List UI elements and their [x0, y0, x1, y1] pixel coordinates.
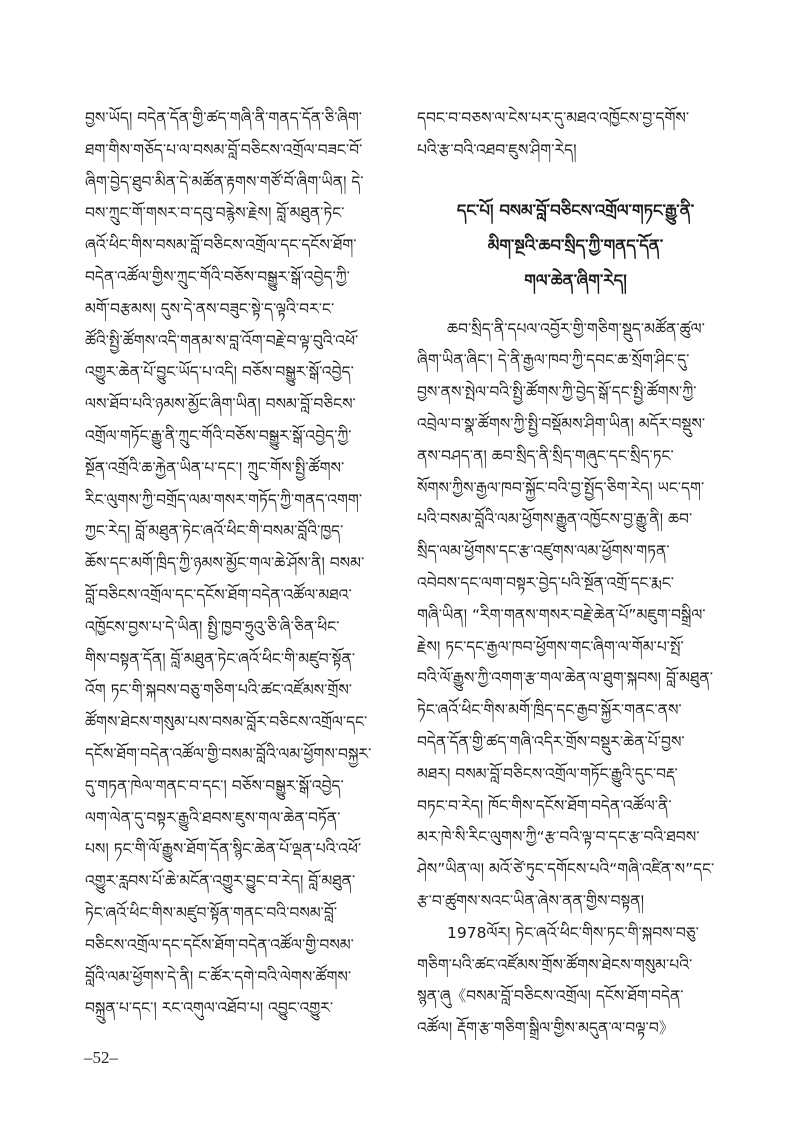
text-line: སྙན་ཞུ《བསམ་བློ་བཅིངས་འགྲོལ། དངོས་ཐོག་བདེན་ — [417, 987, 684, 1006]
text-line: ཞའོ་ཕིང་གིས་བསམ་བློ་བཅིངས་འགྲོལ་དང་དངོས་ཐོག་ — [85, 236, 357, 255]
right-text-column — [417, 103, 734, 1043]
text-line: བས་ཀྲུང་གོ་གསར་བ་དབུ་བརྙེས་རྗེས། བློ་མཐུན་ཏེང་ — [85, 204, 345, 223]
text-line: 1978ལོར། ཏེང་ཞའོ་ཕིང་གིས་ཏང་གི་སྐབས་བཅུ་ — [447, 923, 699, 942]
text-line: བྱས་ཡོད། བདེན་དོན་གྱི་ཚད་གཞི་ནི་གནད་དོན་ཅི་ཞིག་ — [85, 109, 363, 127]
text-line: བཅིངས་འགྲོལ་དང་དངོས་ཐོག་བདེན་འཚོལ་གྱི་བསམ་ — [85, 935, 354, 954]
text-line: འགྲོལ་གཏོང་རྒྱུ་ནི་ཀྲུང་གོའི་བཅོས་བསྒྱུར་སྒོ་འབྱེད་ཀྱི་ — [85, 426, 352, 445]
text-line: འབེབས་དང་ལག་བསྟར་བྱེད་པའི་སྔོན་འགྲོ་དང་རྨང་ — [417, 573, 675, 592]
text-line: བྱས་ནས་སྤེལ་བའི་སྤྱི་ཚོགས་ཀྱི་བྱེད་སྒོ་དང་སྤྱི་ཚོགས་ཀྱི་ — [417, 383, 697, 402]
text-line: འབྲེལ་བ་སྣ་ཚོགས་ཀྱི་སྤྱི་བསྡོམས་ཤིག་ཡིན། མདོར་བསྡུས་ — [417, 414, 706, 433]
text-line: མཐར། བསམ་བློ་བཅིངས་འགྲོལ་གཏོང་རྒྱུའི་དུང་བརྡ་ — [417, 764, 678, 783]
text-line: སྔོན་འགྲོའི་ཆ་རྐྱེན་ཡིན་པ་དང་། ཀྲུང་གོས་སྤྱི་ཚོགས་ — [85, 458, 345, 477]
text-line: སོགས་ཀྱིས་རྒྱལ་ཁབ་སྐྱོང་བའི་བྱ་སྤྱོད་ཅིག་རེད། ཡང་དག་ — [417, 478, 705, 497]
text-line: ཚོགས་ཐེངས་གསུམ་པས་བསམ་བློར་བཅིངས་འགྲོལ་དང་ — [85, 713, 368, 732]
text-line: པའི་རྩ་བའི་འཐབ་ཇུས་ཤིག་རེད། — [417, 140, 577, 159]
section-heading-line: དང་པོ། བསམ་བློ་བཅིངས་འགྲོལ་གཏང་རྒྱུ་ནི་ — [456, 200, 695, 220]
text-line: རྩ་བ་ཚུགས་སའང་ཡིན་ཞེས་ནན་གྱིས་བསྟན། — [417, 891, 645, 910]
left-text-column — [85, 103, 401, 1043]
text-line: གིས་བསྟན་དོན། བློ་མཐུན་ཏེང་ཞའོ་ཕིང་གི་མཛུབ་སྟོན་ — [85, 649, 356, 668]
text-line: བློ་བཅིངས་འགྲོལ་དང་དངོས་ཐོག་བདེན་འཚོལ་མཐའ་ — [85, 585, 352, 604]
text-line: ཐག་གིས་གཅོད་པ་ལ་བསམ་བློ་བཅིངས་འགྲོལ་བཟང་བོ་ — [85, 140, 363, 159]
text-line: བཏང་བ་རེད། ཁོང་གིས་དངོས་ཐོག་བདེན་འཚོལ་ནི་ — [417, 796, 672, 815]
right-paragraph-end — [417, 103, 734, 167]
text-line: ཞིག་ཡིན་ཞིང་། དེ་ནི་རྒྱལ་ཁབ་ཀྱི་དབང་ཆ་སྲོག་ཤིང་དུ་ — [417, 351, 690, 370]
text-line: འཁྱོངས་བྱས་པ་དེ་ཡིན། སྤྱི་ཁྱབ་ཧྲུའུ་ཅི་ཞི་ཅིན་ཕིང་ — [85, 617, 340, 636]
text-line: དབང་བ་བཅས་ལ་ངེས་པར་དུ་མཐའ་འཁྱོངས་བྱ་དགོས་ — [417, 109, 690, 127]
text-line: ཆབ་སྲིད་ནི་དཔལ་འབྱོར་གྱི་གཅིག་སྡུད་མཚོན་ཚུལ་ — [447, 319, 705, 338]
text-line: ལས་ཐོབ་པའི་ཉམས་མྱོང་ཞིག་ཡིན། བསམ་བློ་བཅིངས་ — [85, 395, 356, 414]
text-line: དུ་གཏན་ཁེལ་གནང་བ་དང་། བཅོས་བསྒྱུར་སྒོ་འབྱེད་ — [85, 776, 344, 795]
text-line: དངོས་ཐོག་བདེན་འཚོལ་གྱི་བསམ་བློའི་ལམ་ཕྱོགས་བསྐྱར་ — [85, 744, 372, 763]
text-line: ཆོས་དང་མགོ་ཁྲིད་ཀྱི་ཉམས་མྱོང་གལ་ཆེ་ཤོས་ནི། བསམ་ — [85, 554, 365, 573]
text-line: བདེན་འཚོལ་གྱིས་ཀྲུང་གོའི་བཅོས་བསྒྱུར་སྒོ་འབྱེད་ཀྱི་ — [85, 267, 350, 286]
text-line: པའི་བསམ་བློའི་ལམ་ཕྱོགས་རྒྱུན་འཁྱོངས་བྱ་རྒྱུ་ནི། ཆབ་ — [417, 510, 693, 529]
text-line: མགོ་བརྩམས། དུས་དེ་ནས་བཟུང་སྟེ་ད་ལྟའི་བར་ང་ — [85, 299, 335, 318]
text-line: བསྐྲུན་པ་དང་། རང་འགུལ་འཐོབ་པ། འབྱུང་འགྱུར་ — [85, 999, 334, 1018]
text-line: འགྱུར་རླབས་པོ་ཆེ་མངོན་འགྱུར་བྱུང་བ་རེད། བློ་མཐུན་ — [85, 872, 356, 891]
text-line: ཏེང་ཞའོ་ཕིང་གིས་མཛུབ་སྟོན་གནང་བའི་བསམ་བློ་ — [85, 903, 338, 922]
right-paragraph-2 — [417, 918, 734, 1043]
text-line: བློའི་ལམ་ཕྱོགས་དེ་ནི། ང་ཚོར་དགེ་བའི་ལེགས་ཚོགས་ — [85, 967, 352, 986]
text-line: ཤེས”ཡིན་ལ། མའོ་ཙེ་ཏུང་དགོངས་པའི“གཞི་འཛིན་ས”དང་ — [417, 860, 715, 879]
section-heading — [417, 193, 734, 298]
text-line: འཚོལ། རྡོག་རྩ་གཅིག་སྒྲིལ་གྱིས་མདུན་ལ་བལྟ་བ》 — [417, 1019, 675, 1038]
text-line: གཞི་ཡིན། “རིག་གནས་གསར་བརྗེ་ཆེན་པོ”མཇུག་བསྒྲིལ་ — [417, 605, 706, 624]
text-line: མར་ཁེ་སི་རིང་ལུགས་ཀྱི“རྩ་བའི་ལྟ་བ་དང་རྩ་བའི་ཐབས་ — [417, 828, 700, 847]
right-paragraph-1 — [417, 314, 734, 918]
text-line: པས། ཏང་གི་ལོ་རྒྱུས་ཐོག་དོན་སྙིང་ཆེན་པོ་ལྡན་པའི་འཕོ་ — [85, 840, 362, 859]
text-line: འོག ཏང་གི་སྐབས་བཅུ་གཅིག་པའི་ཚང་འཛོམས་གྲོས་ — [85, 681, 353, 700]
section-heading-line: མིག་སྔའི་ཆབ་སྲིད་ཀྱི་གནད་དོན་ — [487, 235, 664, 255]
text-line: ཀྱང་རེད། བློ་མཐུན་ཏེང་ཞའོ་ཕིང་གི་བསམ་བློའི་ཁྱད་ — [85, 522, 344, 541]
text-line: བའི་ལོ་རྒྱུས་ཀྱི་འགག་རྩ་གལ་ཆེན་ལ་ཐུག་སྐབས། བློ་མཐུན་ — [417, 669, 713, 688]
left-paragraph-continuation — [85, 103, 401, 1025]
text-line: རིང་ལུགས་ཀྱི་བགྲོད་ལམ་གསར་གཏོད་ཀྱི་གནད་འགག་ — [85, 490, 363, 509]
text-line: སྲིད་ལམ་ཕྱོགས་དང་རྩ་འཛུགས་ལམ་ཕྱོགས་གཏན་ — [417, 542, 670, 561]
text-line: བདེན་དོན་གྱི་ཚད་གཞི་འདིར་གྲོས་བསྡུར་ཆེན་པོ་བྱས་ — [417, 732, 685, 751]
text-line: ནས་བཤད་ན། ཆབ་སྲིད་ནི་སྲིད་གཞུང་དང་སྲིད་ཏང་ — [417, 446, 674, 465]
page-number: –52– — [84, 1048, 118, 1067]
text-line: ཚོའི་སྤྱི་ཚོགས་འདི་གནམ་ས་བླ་འོག་བརྗེ་བ་ལྟ་བུའི་འཕོ་ — [85, 331, 359, 350]
text-line: འགྱུར་ཆེན་པོ་བྱུང་ཡོད་པ་འདི། བཅོས་བསྒྱུར་སྒོ་འབྱེད་ — [85, 363, 354, 382]
text-line: གཅིག་པའི་ཚང་འཛོམས་གྲོས་ཚོགས་ཐེངས་གསུམ་པའི་ — [417, 955, 693, 974]
text-line: ཏེང་ཞའོ་ཕིང་གིས་མགོ་ཁྲིད་དང་རྒྱབ་སྐྱོར་གནང་ནས་ — [417, 701, 682, 720]
section-heading-line: གལ་ཆེན་ཞིག་རེད། — [524, 270, 627, 290]
text-line: ལག་ལེན་དུ་བསྟར་རྒྱུའི་ཐབས་ཇུས་གལ་ཆེན་བཏོན་ — [85, 808, 341, 827]
text-line: རྗེས། ཏང་དང་རྒྱལ་ཁབ་ཕྱོགས་གང་ཞིག་ལ་གོམ་པ་སྤོ་ — [417, 637, 684, 656]
text-line: ཞིག་བྱེད་ཐུབ་མིན་དེ་མཚོན་རྟགས་གཙོ་བོ་ཞིག་ཡིན། དེ་ — [85, 172, 364, 191]
